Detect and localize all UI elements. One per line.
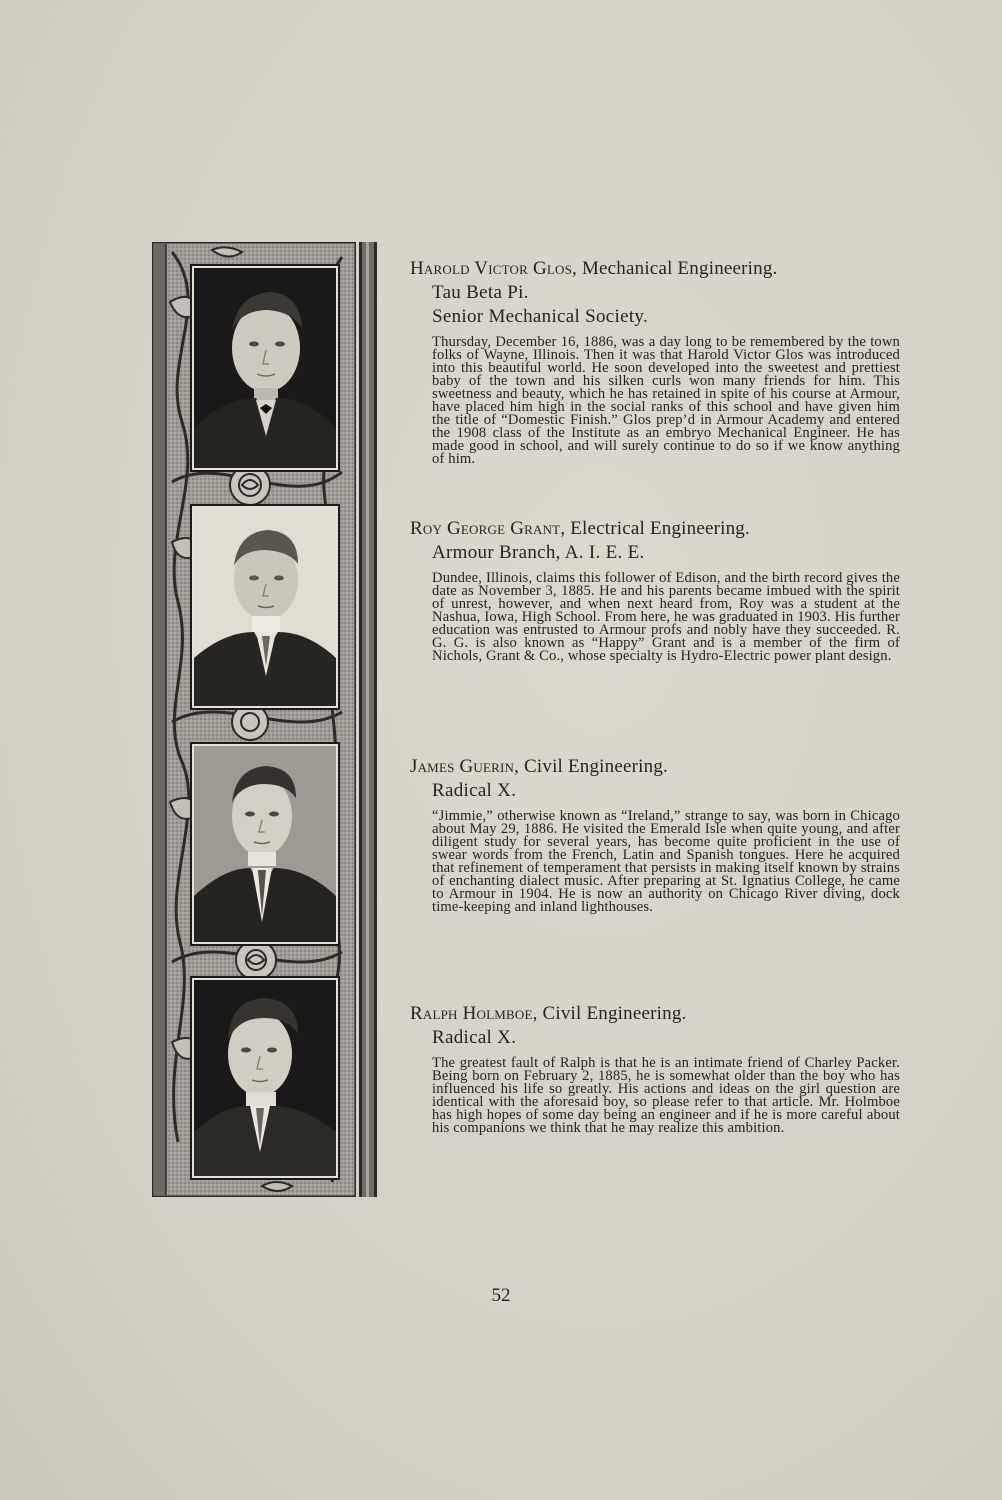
biography: Dundee, Illinois, claims this follower of Edison, and the birth record gives the date as November 3, 1885. He and his parents became imbued with the spirit of unrest, however, and when next heard from, Roy was a student at the Nashua, Iowa, High School. From here, he was graduated in 1903. His further education was entrusted to Armour profs and nobly have they succeeded. R. G. G. is also known as “Happy” Grant and is a member of the firm of Nichols, Grant & Co., whose specialty is Hydro-Electric power plant design.: [432, 570, 900, 664]
student-name: James Guerin: [410, 756, 515, 777]
membership: Tau Beta Pi.: [432, 282, 529, 303]
membership: Radical X.: [432, 780, 517, 801]
portrait-roy-grant: [192, 506, 338, 708]
border-rail: [359, 242, 377, 1197]
discipline: Electrical Engineering.: [570, 518, 750, 539]
portrait-harold-glos: [192, 266, 338, 470]
entry-heading: Harold Victor Glos, Mechanical Engineering.: [410, 258, 778, 279]
page-number: 52: [491, 1285, 511, 1306]
entry-heading: Roy George Grant, Electrical Engineering.: [410, 518, 750, 539]
student-name: Roy George Grant: [410, 518, 561, 539]
entry-heading: James Guerin, Civil Engineering.: [410, 756, 668, 777]
membership: Armour Branch, A. I. E. E.: [432, 542, 645, 563]
discipline: Mechanical Engineering.: [581, 258, 778, 279]
student-name: Ralph Holmboe: [410, 1003, 533, 1024]
student-name: Harold Victor Glos: [410, 258, 573, 279]
portrait-ralph-holmboe: [192, 978, 338, 1178]
entry-roy-grant: [410, 518, 900, 663]
portrait-column: [152, 242, 356, 1197]
entry-harold-glos: [410, 258, 900, 466]
portrait-james-guerin: [192, 744, 338, 944]
biography: The greatest fault of Ralph is that he is an intimate friend of Charley Packer. Being born on February 2, 1885, he is somewhat older than the boy who has influenced his life so greatly. His actions and ideas on the girl question are identical with the aforesaid boy, so please refer to that article. Mr. Holmboe has high hopes of some day being an engineer and if he is more careful about his companions we think that he may realize this ambition.: [432, 1055, 900, 1136]
discipline: Civil Engineering.: [542, 1003, 687, 1024]
entry-ralph-holmboe: [410, 1003, 900, 1135]
discipline: Civil Engineering.: [524, 756, 668, 777]
membership: Radical X.: [432, 1027, 517, 1048]
biography: “Jimmie,” otherwise known as “Ireland,” strange to say, was born in Chicago about May 29, 1886. He visited the Emerald Isle when quite young, and after diligent study for several years, has become quite proficient in the use of swear words from the French, Latin and Spanish tongues. Here he acquired that refinement of temperament that persists in making itself known by strains of enchanting dialect music. After preparing at St. Ignatius College, he came to Armour in 1904. He is now an authority on Chicago River diving, dock time-keeping and inland lighthouses.: [432, 808, 900, 915]
entry-heading: Ralph Holmboe, Civil Engineering.: [410, 1003, 687, 1024]
entry-james-guerin: [410, 756, 900, 914]
membership: Senior Mechanical Society.: [432, 306, 649, 327]
biography: Thursday, December 16, 1886, was a day long to be remembered by the town folks of Wayne, Illinois. Then it was that Harold Victor Glos was introduced into this beautiful world. He soon developed into the sweetest and prettiest baby of the town and his silken curls won many friends for him. This sweetness and beauty, which he has retained in spite of his course at Armour, have placed him high in the social ranks of this school and have given him the title of “Domestic Finish.” Glos prep’d in Armour Academy and entered the 1908 class of the Institute as an embryo Mechanical Engineer. He has made good in school, and will surely continue to do so if we know anything of him.: [432, 334, 900, 467]
